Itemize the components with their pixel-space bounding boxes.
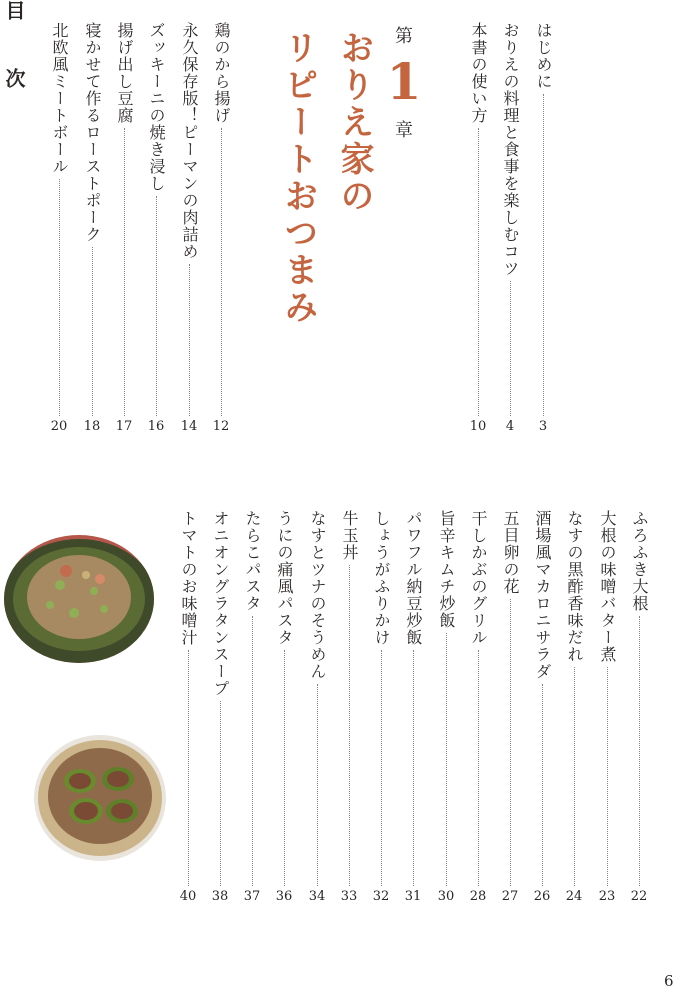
toc-entry bbox=[271, 510, 297, 904]
dot-leader bbox=[220, 701, 221, 886]
toc-entry-title: 鶏のから揚げ bbox=[212, 22, 231, 124]
toc-entry-title: うにの痛風パスタ bbox=[275, 510, 294, 646]
toc-entry-page: 16 bbox=[147, 419, 165, 434]
toc-entry-title: オニオングラタンスープ bbox=[211, 510, 230, 697]
toc-entry-page: 23 bbox=[598, 889, 616, 904]
dot-leader bbox=[156, 196, 157, 416]
toc-entry-title: おりえの料理と食事を楽しむコツ bbox=[501, 22, 520, 277]
chapter-label bbox=[384, 22, 424, 142]
dot-leader bbox=[543, 94, 544, 416]
toc-entry-page: 27 bbox=[501, 889, 519, 904]
toc-entry bbox=[46, 22, 72, 434]
toc-entry bbox=[175, 510, 201, 904]
chapter-title-line1: おりえ家の bbox=[334, 30, 374, 215]
toc-entry-page: 36 bbox=[275, 889, 293, 904]
dot-leader bbox=[607, 667, 608, 886]
toc-title: 目 次 bbox=[2, 0, 26, 102]
toc-entry bbox=[465, 510, 491, 904]
toc-entry-page: 26 bbox=[533, 889, 551, 904]
toc-entry-title: 旨辛キムチ炒飯 bbox=[437, 510, 456, 629]
toc-entry bbox=[208, 22, 234, 434]
toc-entry bbox=[465, 22, 491, 434]
toc-entry-title: なすとツナのそうめん bbox=[308, 510, 327, 680]
toc-entry bbox=[368, 510, 394, 904]
toc-entry-page: 20 bbox=[50, 419, 68, 434]
toc-entry bbox=[497, 22, 523, 434]
toc-entry bbox=[529, 510, 555, 904]
dot-leader bbox=[639, 616, 640, 886]
toc-entry bbox=[400, 510, 426, 904]
dot-leader bbox=[510, 281, 511, 416]
dot-leader bbox=[510, 599, 511, 886]
toc-entry bbox=[594, 510, 620, 904]
toc-entry-title: ふろふき大根 bbox=[630, 510, 649, 612]
dot-leader bbox=[349, 565, 350, 886]
toc-entry-page: 18 bbox=[83, 419, 101, 434]
dot-leader bbox=[188, 650, 189, 886]
toc-entry-title: たらこパスタ bbox=[243, 510, 262, 612]
toc-entry-page: 22 bbox=[630, 889, 648, 904]
dot-leader bbox=[284, 650, 285, 886]
toc-entry bbox=[304, 510, 330, 904]
dot-leader bbox=[446, 633, 447, 886]
toc-entry-page: 4 bbox=[505, 419, 515, 434]
dot-leader bbox=[252, 616, 253, 886]
toc-entry-page: 24 bbox=[565, 889, 583, 904]
chapter-number: 1 bbox=[386, 52, 422, 111]
toc-entry-page: 31 bbox=[404, 889, 422, 904]
toc-entry-title: はじめに bbox=[534, 22, 553, 90]
toc-entry-page: 40 bbox=[179, 889, 197, 904]
toc-entry bbox=[143, 22, 169, 434]
toc-entry-title: 揚げ出し豆腐 bbox=[115, 22, 134, 124]
toc-entry-page: 32 bbox=[372, 889, 390, 904]
dot-leader bbox=[221, 128, 222, 416]
toc-entry-page: 33 bbox=[340, 889, 358, 904]
toc-entry-title: 寝かせて作るローストポーク bbox=[83, 22, 102, 243]
dot-leader bbox=[124, 128, 125, 416]
toc-entry-title: トマトのお味噌汁 bbox=[179, 510, 198, 646]
toc-entry bbox=[207, 510, 233, 904]
chapter-title-line2: リピートおつまみ bbox=[278, 30, 318, 326]
toc-entry-page: 10 bbox=[469, 419, 487, 434]
toc-entry-page: 17 bbox=[115, 419, 133, 434]
dot-leader bbox=[478, 650, 479, 886]
dot-leader bbox=[381, 650, 382, 886]
dot-leader bbox=[542, 684, 543, 886]
toc-entry bbox=[561, 510, 587, 904]
toc-entry-title: しょうがふりかけ bbox=[372, 510, 391, 646]
stuffed-peppers-photo bbox=[34, 735, 166, 861]
toc-entry-page: 34 bbox=[308, 889, 326, 904]
toc-entry bbox=[530, 22, 556, 434]
toc-entry bbox=[239, 510, 265, 904]
chapter-prefix: 第 bbox=[395, 26, 413, 47]
toc-entry-title: 牛玉丼 bbox=[340, 510, 359, 561]
dot-leader bbox=[317, 684, 318, 886]
fried-rice-photo bbox=[4, 535, 154, 663]
toc-entry-title: 酒場風マカロニサラダ bbox=[533, 510, 552, 680]
toc-entry-title: 本書の使い方 bbox=[469, 22, 488, 124]
toc-entry bbox=[626, 510, 652, 904]
page-number: 6 bbox=[664, 972, 674, 990]
dot-leader bbox=[92, 247, 93, 416]
toc-entry bbox=[433, 510, 459, 904]
toc-entry-page: 14 bbox=[180, 419, 198, 434]
dot-leader bbox=[59, 179, 60, 416]
toc-entry-title: なすの黒酢香味だれ bbox=[565, 510, 584, 663]
toc-entry-page: 12 bbox=[212, 419, 230, 434]
toc-entry bbox=[111, 22, 137, 434]
toc-entry-page: 38 bbox=[211, 889, 229, 904]
toc-entry bbox=[336, 510, 362, 904]
toc-entry-title: 五目卵の花 bbox=[501, 510, 520, 595]
toc-entry-title: 北欧風ミートボール bbox=[50, 22, 69, 175]
dot-leader bbox=[478, 128, 479, 416]
toc-entry-page: 37 bbox=[243, 889, 261, 904]
toc-entry-page: 30 bbox=[437, 889, 455, 904]
toc-entry-title: 大根の味噌バター煮 bbox=[598, 510, 617, 663]
toc-entry-page: 3 bbox=[538, 419, 548, 434]
dot-leader bbox=[574, 667, 575, 886]
toc-entry-title: 永久保存版！ピーマンの肉詰め bbox=[180, 22, 199, 260]
toc-entry-page: 28 bbox=[469, 889, 487, 904]
dot-leader bbox=[189, 264, 190, 416]
toc-entry-title: パワフル納豆炒飯 bbox=[404, 510, 423, 646]
toc-entry bbox=[176, 22, 202, 434]
toc-entry bbox=[497, 510, 523, 904]
toc-entry bbox=[79, 22, 105, 434]
dot-leader bbox=[413, 650, 414, 886]
toc-entry-title: ズッキーニの焼き浸し bbox=[147, 22, 166, 192]
chapter-suffix: 章 bbox=[395, 120, 413, 141]
toc-entry-title: 干しかぶのグリル bbox=[469, 510, 488, 646]
